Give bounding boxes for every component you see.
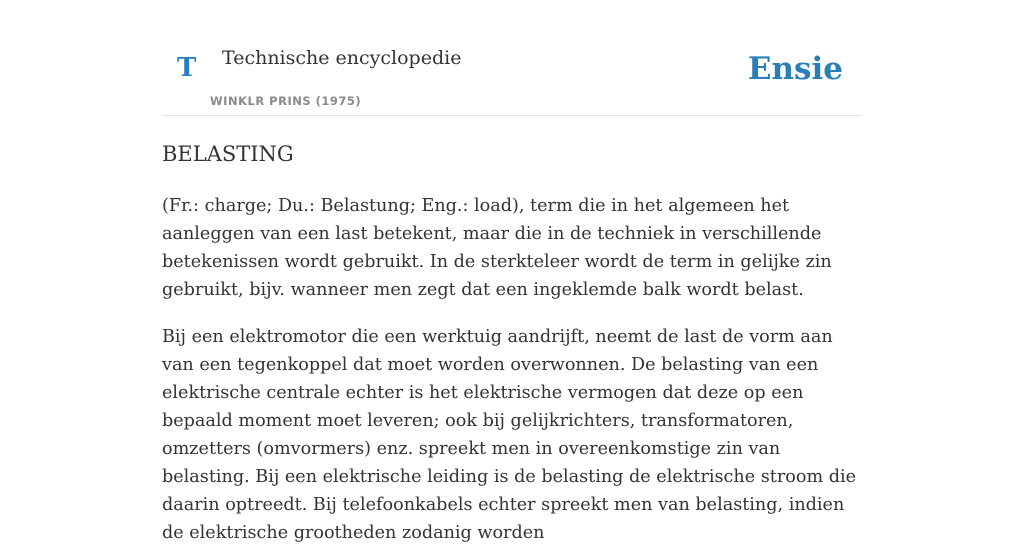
article-title: BELASTING	[162, 142, 294, 166]
article-paragraph: Bij een elektromotor die een werktuig aandrijft, neemt de last de vorm aan van een tegenkoppel dat moet worden overwonnen. De belasting van een elektrische centrale echter is het elektrische vermogen dat deze op een bepaald moment moet leveren; ook bij gelijkrichters, transformatoren, omzetters (omvormers) enz. spreekt men in overeenkomstige zin van belasting. Bij een elektrische leiding is de belasting de elektrische stroom die daarin optreedt. Bij telefoonkabels echter spreekt men van belasting, indien de elektrische grootheden zodanig worden	[162, 327, 857, 543]
ensie-logo-link[interactable]: Ensie	[747, 51, 843, 87]
source-subtitle: WINKLR PRINS (1975)	[210, 94, 362, 108]
source-header	[162, 0, 862, 116]
source-logo-icon[interactable]: T	[177, 53, 197, 83]
source-title-link[interactable]: Technische encyclopedie	[222, 47, 462, 69]
article-body	[162, 138, 862, 547]
article-paragraph: (Fr.: charge; Du.: Belastung; Eng.: load), term die in het algemeen het aanleggen van een last betekent, maar die in de techniek in verschillende betekenissen wordt gebruikt. In de sterkteleer wordt de term in gelijke zin gebruikt, bijv. wanneer men zegt dat een ingeklemde balk wordt belast.	[162, 196, 832, 300]
